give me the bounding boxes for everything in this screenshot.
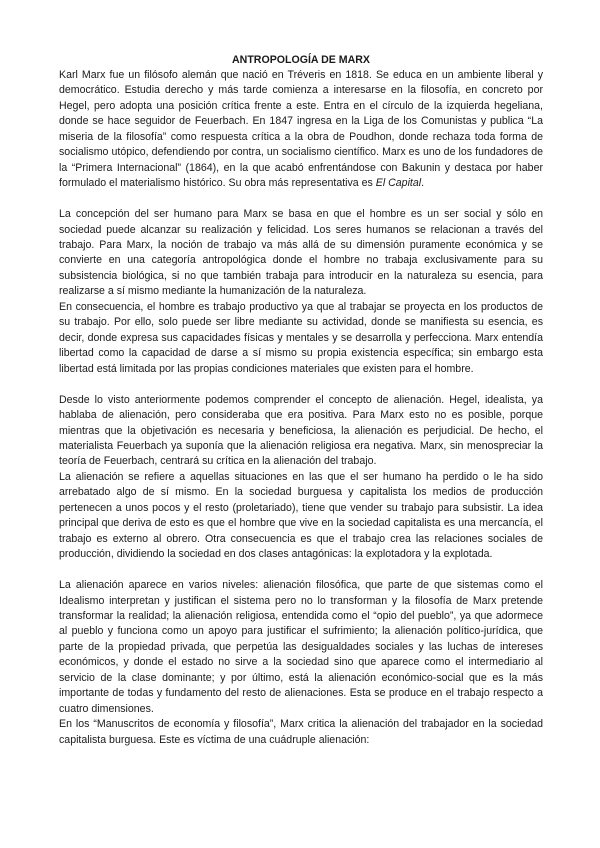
paragraph-gap [59, 563, 543, 579]
paragraph-human-concept: La concepción del ser humano para Marx se basa en que el hombre es un ser social y sólo en sociedad puede alcanzar su realización y felicidad. Los seres humanos se relacionan a través del trabajo. Para Marx, la noción de trabajo va más allá de su dimensión puramente económica y se convierte en una categoría antropológica donde el hombre no trabaja exclusivamente para su subsistencia biológica, si no que también trabaja para introducir en la naturaleza su esencia, para realizarse a sí mismo mediante la humanización de la naturaleza. [59, 208, 543, 298]
paragraph-gap [59, 377, 543, 393]
book-title: El Capital [375, 177, 422, 190]
paragraph-intro [59, 68, 543, 192]
paragraph-alienation-concept: Desde lo visto anteriormente podemos comprender el concepto de alienación. Hegel, idealista, ya hablaba de alienación, pero consideraba que era positiva. Para Marx esto no es posible, porque mientras que la objetivación es necesaria y beneficiosa, la alienación es perjudicial. De hecho, el materialista Feuerbach ya suponía que la alienación religiosa era negativa. Marx, sin menospreciar la teoría de Feuerbach, centrará su crítica en la alienación del trabajo. [59, 393, 543, 468]
paragraph-intro-end: . [421, 177, 425, 190]
paragraph-gap [59, 192, 543, 208]
paragraph-manuscripts: En los “Manuscritos de economía y filosofía”, Marx critica la alienación del trabajador en la sociedad capitalista burguesa. Este es víctima de una cuádruple alienación: [59, 718, 543, 746]
paragraph-intro-text: Karl Marx fue un filósofo alemán que nació en Tréveris en 1818. Se educa en un ambiente liberal y democrático. Estudia derecho y más tarde comienza a interesarse en la filosofía, en concreto por Hegel, pero adopta una posición crítica frente a este. Entra en el círculo de la izquierda hegeliana, donde se hace seguidor de Feuerbach. En 1847 ingresa en la Liga de los Comunistas y publica “La miseria de la filosofía” como respuesta crítica a la obra de Poudhon, donde rechaza toda forma de socialismo utópico, defendiendo por contra, un socialismo científico. Marx es uno de los fundadores de la “Primera Internacional” (1864), en la que acabó enfrentándose con Bakunin y destaca por haber formulado el materialismo histórico. Su obra más representativa es [59, 69, 543, 190]
paragraph-productive-work: En consecuencia, el hombre es trabajo productivo ya que al trabajar se proyecta en los productos de su trabajo. Por ello, solo puede ser libre mediante su actividad, donde se manifiesta su esencia, es decir, donde expresa sus capacidades físicas y mentales y se desarrolla y perfecciona. Marx entendía libertad como la capacidad de darse a sí mismo su propia existencia específica; sin embargo esta libertad está limitada por las propias condiciones materiales que existen para el hombre. [59, 300, 543, 375]
paragraph-alienation-definition: La alienación se refiere a aquellas situaciones en las que el ser humano ha perdido o le ha sido arrebatado algo de sí mismo. En la sociedad burguesa y capitalista los medios de producción pertenecen a unos pocos y el resto (proletariado), tiene que vender su trabajo para subsistir. La idea principal que deriva de esto es que el hombre que vive en la sociedad capitalista es una mercancía, el trabajo es externo al obrero. Otra consecuencia es que el trabajo crea las relaciones sociales de producción, dividiendo la sociedad en dos clases antagónicas: la explotadora y la explotada. [59, 470, 543, 561]
document-title: ANTROPOLOGÍA DE MARX [232, 54, 370, 66]
paragraph-alienation-levels: La alienación aparece en varios niveles: alienación filosófica, que parte de que sistemas como el Idealismo interpretan y justifican el sistema pero no lo transforman y la filosofía de Marx pretende transformar la realidad; la alienación religiosa, entendida como el “opio del pueblo”, ya que adormece al pueblo y funciona como un apoyo para justificar el sufrimiento; la alienación político-jurídica, que parte de la propiedad privada, que perpetúa las desigualdades sociales y las luchas de intereses económicos, y donde el estado no sirve a la sociedad sino que aparece como el intermediario al servicio de la clase dominante; y por último, está la alienación económico-social que es la más importante de todas y fundamento del resto de alienaciones. Esta se produce en el trabajo respecto a cuatro dimensiones. [59, 579, 543, 715]
